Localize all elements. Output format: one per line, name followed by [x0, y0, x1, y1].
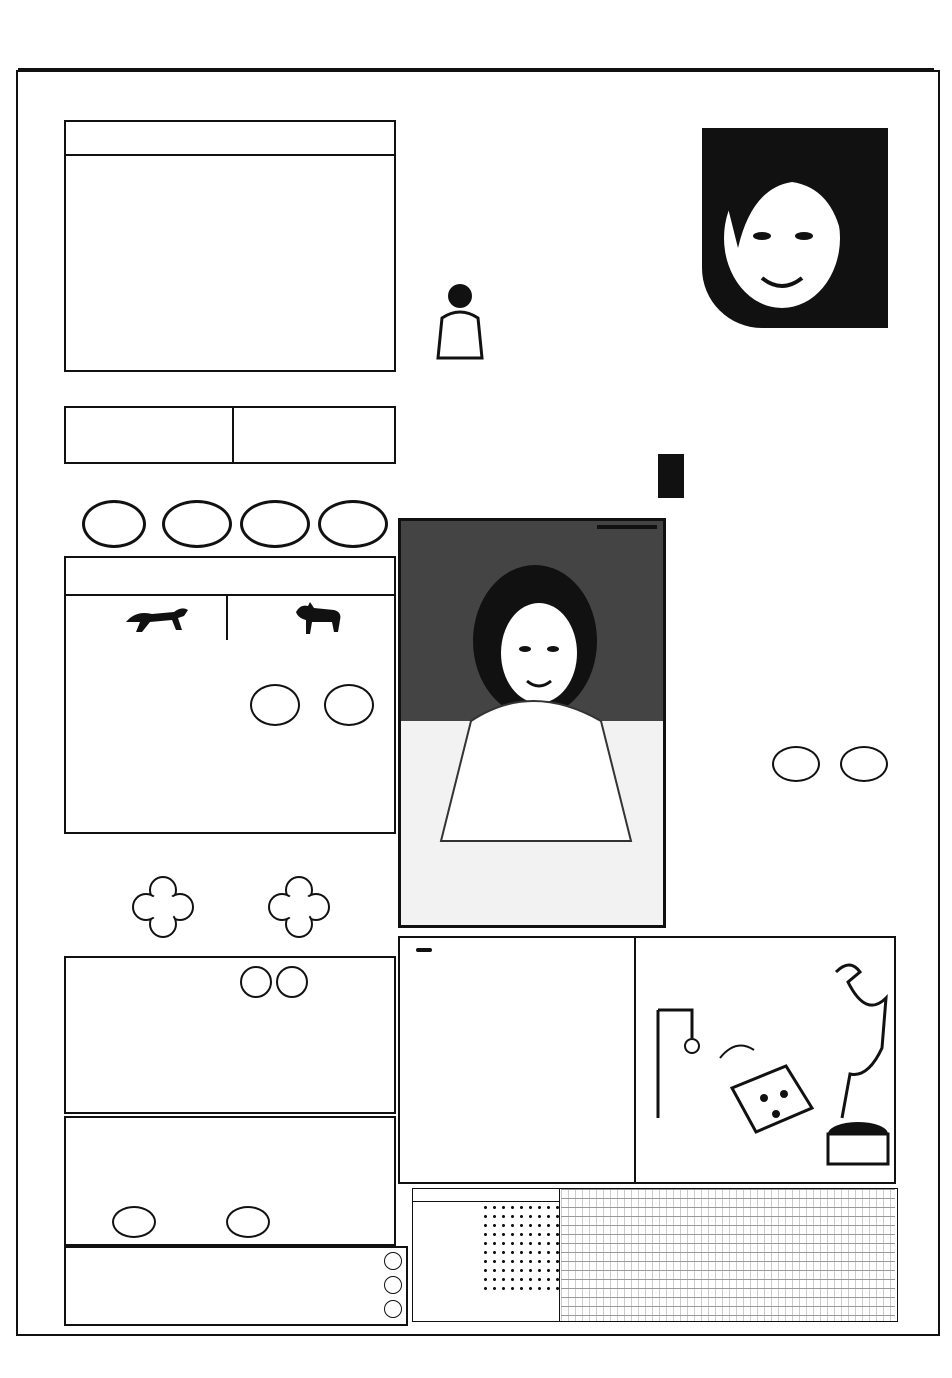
cartoon-panel [634, 936, 896, 1184]
history-panel [64, 1246, 408, 1326]
wangbang-number-2 [162, 500, 232, 548]
watermark-strip-left [28, 110, 50, 1320]
newyear-number-2 [226, 1206, 270, 1238]
forecast-flower-1 [132, 876, 194, 938]
lucky-number-2 [324, 684, 374, 726]
history-num-3 [384, 1300, 402, 1318]
attached-panel [398, 936, 636, 1184]
photo-background [401, 521, 663, 925]
lucky-icon-divider [226, 596, 228, 640]
tips-supply-number-2 [840, 746, 888, 782]
newyear-panel [64, 1116, 396, 1246]
gift-panel [64, 956, 396, 1114]
lucky-title-bar [66, 558, 394, 596]
results-ball-grid [481, 1203, 559, 1293]
puzzle-grid [128, 174, 350, 342]
wangbang-number-1 [82, 500, 146, 548]
watermark-strip-right [908, 110, 930, 1320]
gift-number-2 [276, 966, 308, 998]
tips-panel [670, 518, 900, 928]
gift-number-1 [240, 966, 272, 998]
poster-panel [406, 128, 892, 500]
forecast-flower-2 [268, 876, 330, 938]
special-box [64, 406, 396, 464]
wangbang-number-3 [240, 500, 310, 548]
history-num-2 [384, 1276, 402, 1294]
photo-panel [398, 518, 666, 928]
lucky-zodiac-panel [64, 556, 396, 834]
newyear-number-1 [112, 1206, 156, 1238]
results-column-divider [559, 1189, 560, 1321]
poster-decor-block [658, 454, 684, 498]
puzzle-title-underline [66, 154, 394, 156]
puzzle-panel [64, 120, 396, 372]
results-hit-grid [561, 1189, 895, 1321]
poster-small-figure [428, 278, 488, 372]
crane-drum-illustration [636, 938, 894, 1182]
results-table [412, 1188, 898, 1322]
dog-icon [122, 600, 192, 640]
wangbang-number-4 [318, 500, 388, 548]
header-divider [18, 68, 934, 70]
goat-icon [288, 598, 348, 642]
history-num-1 [384, 1252, 402, 1270]
attached-title [416, 948, 432, 952]
special-divider [232, 408, 234, 462]
photo-label-right [597, 525, 657, 529]
poster-portrait [702, 128, 888, 328]
footer-divider [18, 1334, 934, 1335]
tips-supply-number-1 [772, 746, 820, 782]
results-title [413, 1189, 560, 1202]
lucky-number-1 [250, 684, 300, 726]
